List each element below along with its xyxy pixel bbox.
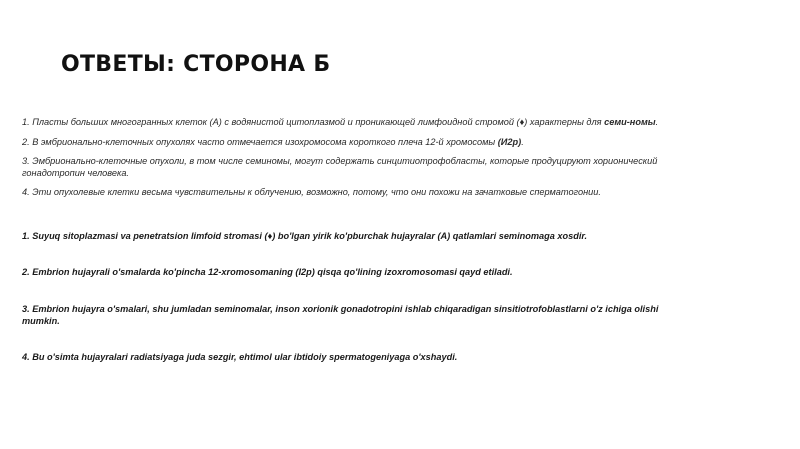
russian-answer-3-text: 3. Эмбрионально-клеточные опухоли, в том числе семиномы, могут содержать синцитиотрофобласты, которые продуцируют хорионический гонадотропин человека. bbox=[22, 156, 658, 178]
russian-answer-2-text: 2. В эмбрионально-клеточных опухолях часто отмечается изохромосома короткого плеча 12-й хромосомы bbox=[22, 136, 498, 147]
uzbek-answer-2: 2. Embrion hujayrali o'smalarda ko'pincha 12-xromosomaning (I2p) qisqa qo'lining izoxromosomasi qayd etiladi. bbox=[22, 267, 513, 277]
russian-answers-list bbox=[22, 117, 692, 207]
uzbek-answer-4: 4. Bu o'simta hujayralari radiatsiyaga juda sezgir, ehtimol ular ibtidoiy spermatogeniyaga o'xshaydi. bbox=[22, 352, 458, 362]
russian-answer-4 bbox=[22, 187, 692, 199]
russian-answer-1-emphasis: семи-номы bbox=[604, 117, 656, 127]
russian-answer-1-text: 1. Пласты больших многогранных клеток (A) с водянистой цитоплазмой и проникающей лимфоидной стромой (♦) характерны для bbox=[22, 117, 605, 127]
russian-answer-4-text: 4. Эти опухолевые клетки весьма чувствительны к облучению, возможно, потому, что они похожи на зачатковые сперматогонии. bbox=[22, 187, 601, 197]
russian-answer-2-tail: . bbox=[521, 136, 524, 147]
russian-answer-2-emphasis: (И2p) bbox=[497, 136, 522, 147]
uzbek-answer-3: 3. Embrion hujayra o'smalari, shu jumladan seminomalar, inson xorionik gonadotropini ishlab chiqaradigan sinsitiotrofoblastlarni o'z ichiga olishi mumkin. bbox=[22, 304, 659, 326]
uzbek-answer-1: 1. Suyuq sitoplazmasi va penetratsion limfoid stromasi (♦) bo'lgan yirik ko'pburchak hujayralar (A) qatlamlari seminomaga xosdir. bbox=[22, 231, 588, 241]
slide-title: ОТВЕТЫ: СТОРОНА Б bbox=[61, 52, 331, 77]
russian-answer-1-tail: . bbox=[655, 117, 659, 127]
russian-answer-3 bbox=[22, 156, 692, 179]
russian-answer-1 bbox=[22, 117, 692, 129]
russian-answer-2 bbox=[22, 137, 692, 149]
